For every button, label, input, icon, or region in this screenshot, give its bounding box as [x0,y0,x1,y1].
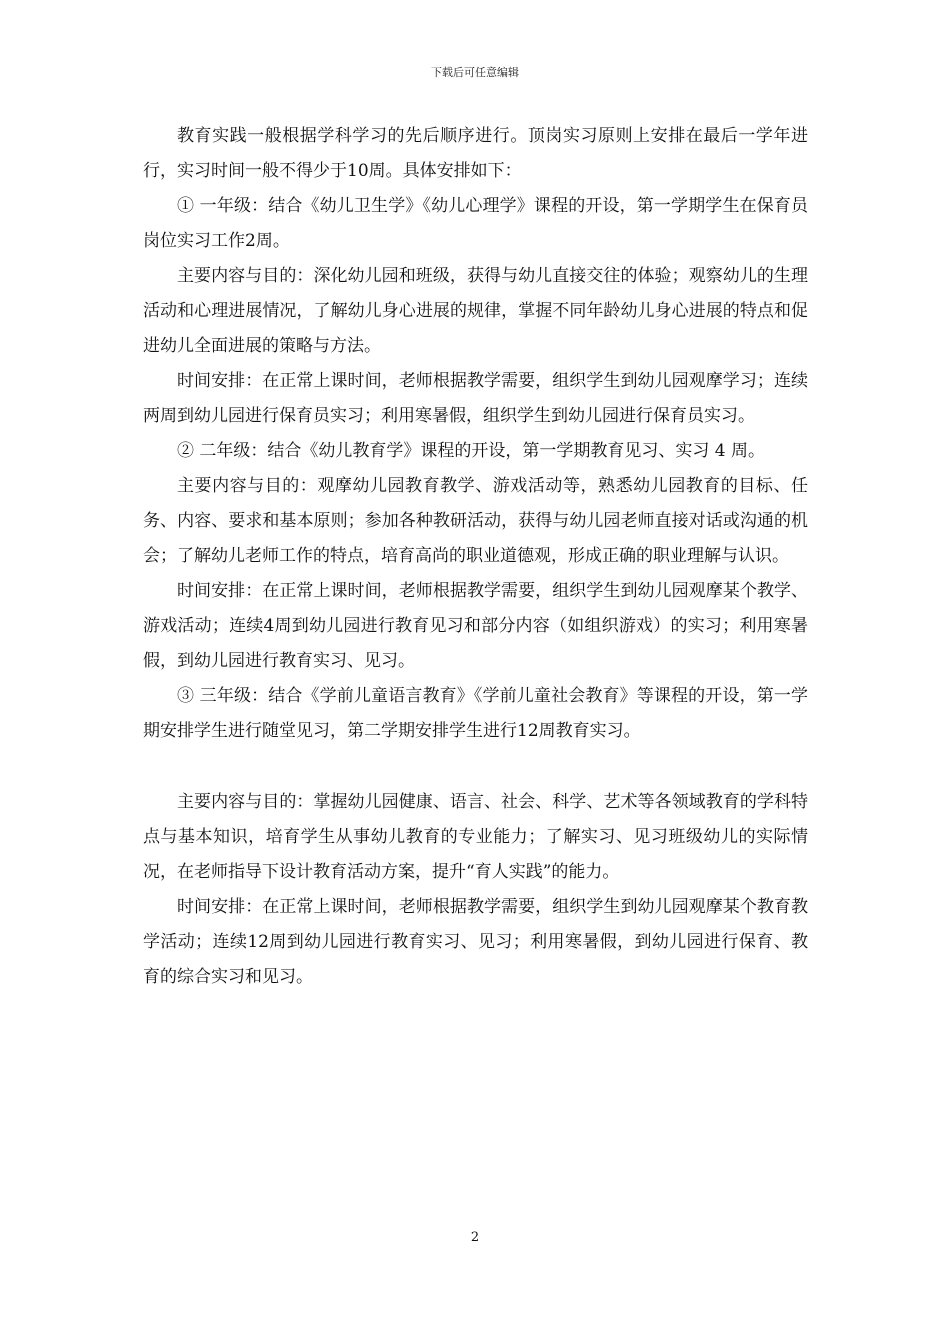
paragraph-grade-two-goals: 主要内容与目的：观摩幼儿园教育教学、游戏活动等，熟悉幼儿园教育的目标、任务、内容、要求和基本原则；参加各种教研活动，获得与幼儿园老师直接对话或沟通的机会；了解幼儿老师工作的特点，培育高尚的职业道德观，形成正确的职业理解与认识。 [143,476,808,566]
paragraph-intro: 教育实践一般根据学科学习的先后顺序进行。顶岗实习原则上安排在最后一学年进行，实习时间一般不得少于10周。具体安排如下： [143,126,808,181]
page-number: 2 [470,1230,480,1245]
paragraph-grade-two: ② 二年级：结合《幼儿教育学》课程的开设，第一学期教育见习、实习 4 周。 [177,441,766,461]
paragraph-grade-one-goals: 主要内容与目的：深化幼儿园和班级，获得与幼儿直接交往的体验；观察幼儿的生理活动和心理进展情况，了解幼儿身心进展的规律，掌握不同年龄幼儿身心进展的特点和促进幼儿全面进展的策略与方法。 [143,266,808,356]
paragraph-grade-three-goals: 主要内容与目的：掌握幼儿园健康、语言、社会、科学、艺术等各领域教育的学科特点与基本知识，培育学生从事幼儿教育的专业能力；了解实习、见习班级幼儿的实际情况，在老师指导下设计教育活动方案，提升“育人实践”的能力。 [143,792,808,882]
paragraph-grade-one-schedule: 时间安排：在正常上课时间，老师根据教学需要，组织学生到幼儿园观摩学习；连续两周到幼儿园进行保育员实习；利用寒暑假，组织学生到幼儿园进行保育员实习。 [143,371,808,426]
paragraph-grade-two-schedule: 时间安排：在正常上课时间，老师根据教学需要，组织学生到幼儿园观摩某个教学、游戏活动；连续4周到幼儿园进行教育见习和部分内容（如组织游戏）的实习；利用寒暑假，到幼儿园进行教育实习、见习。 [143,581,808,671]
paragraph-grade-three: ③ 三年级：结合《学前儿童语言教育》《学前儿童社会教育》等课程的开设，第一学期安排学生进行随堂见习，第二学期安排学生进行12周教育实习。 [143,686,808,741]
page-header-note: 下载后可任意编辑 [431,66,519,79]
paragraph-grade-one: ① 一年级：结合《幼儿卫生学》《幼儿心理学》课程的开设，第一学期学生在保育员岗位实习工作2周。 [143,196,808,251]
paragraph-grade-three-schedule: 时间安排：在正常上课时间，老师根据教学需要，组织学生到幼儿园观摩某个教育教学活动；连续12周到幼儿园进行教育实习、见习；利用寒暑假，到幼儿园进行保育、教育的综合实习和见习。 [143,897,808,987]
document-body [143,119,808,995]
